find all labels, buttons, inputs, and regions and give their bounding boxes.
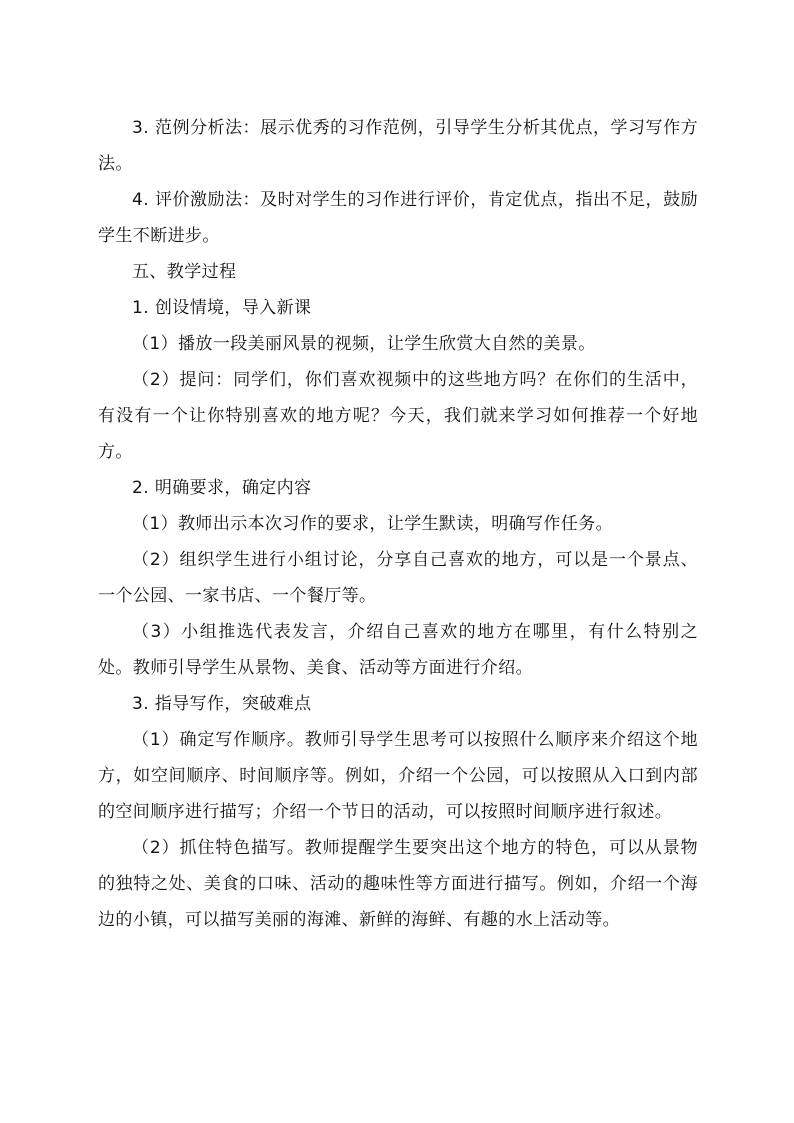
paragraph-method-4: 4. 评价激励法：及时对学生的习作进行评价，肯定优点，指出不足，鼓励学生不断进步。 bbox=[98, 190, 698, 246]
paragraph-step-1-1: （1）播放一段美丽风景的视频，让学生欣赏大自然的美景。 bbox=[132, 334, 596, 354]
paragraph-step-2-2: （2）组织学生进行小组讨论，分享自己喜欢的地方，可以是一个景点、一个公园、一家书店、一个餐厅等。 bbox=[98, 550, 698, 606]
paragraph-step-3-2: （2）抓住特色描写。教师提醒学生要突出这个地方的特色，可以从景物的独特之处、美食的口味、活动的趣味性等方面进行描写。例如，介绍一个海边的小镇，可以描写美丽的海滩、新鲜的海鲜、有趣的水上活动等。 bbox=[98, 838, 698, 930]
section-heading-teaching-process: 五、教学过程 bbox=[132, 262, 237, 282]
subheading-step-3: 3. 指导写作，突破难点 bbox=[132, 694, 312, 714]
paragraph-method-3: 3. 范例分析法：展示优秀的习作范例，引导学生分析其优点，学习写作方法。 bbox=[98, 118, 698, 174]
paragraph-step-2-1: （1）教师出示本次习作的要求，让学生默读，明确写作任务。 bbox=[132, 514, 614, 534]
subheading-step-2: 2. 明确要求，确定内容 bbox=[132, 478, 312, 498]
paragraph-step-2-3: （3）小组推选代表发言，介绍自己喜欢的地方在哪里，有什么特别之处。教师引导学生从景物、美食、活动等方面进行介绍。 bbox=[98, 622, 698, 678]
subheading-step-1: 1. 创设情境，导入新课 bbox=[132, 298, 312, 318]
paragraph-step-1-2: （2）提问：同学们，你们喜欢视频中的这些地方吗？在你们的生活中，有没有一个让你特别喜欢的地方呢？今天，我们就来学习如何推荐一个好地方。 bbox=[98, 370, 698, 462]
document-body bbox=[98, 110, 698, 938]
paragraph-step-3-1: （1）确定写作顺序。教师引导学生思考可以按照什么顺序来介绍这个地方，如空间顺序、时间顺序等。例如，介绍一个公园，可以按照从入口到内部的空间顺序进行描写；介绍一个节日的活动，可以按照时间顺序进行叙述。 bbox=[98, 730, 698, 822]
